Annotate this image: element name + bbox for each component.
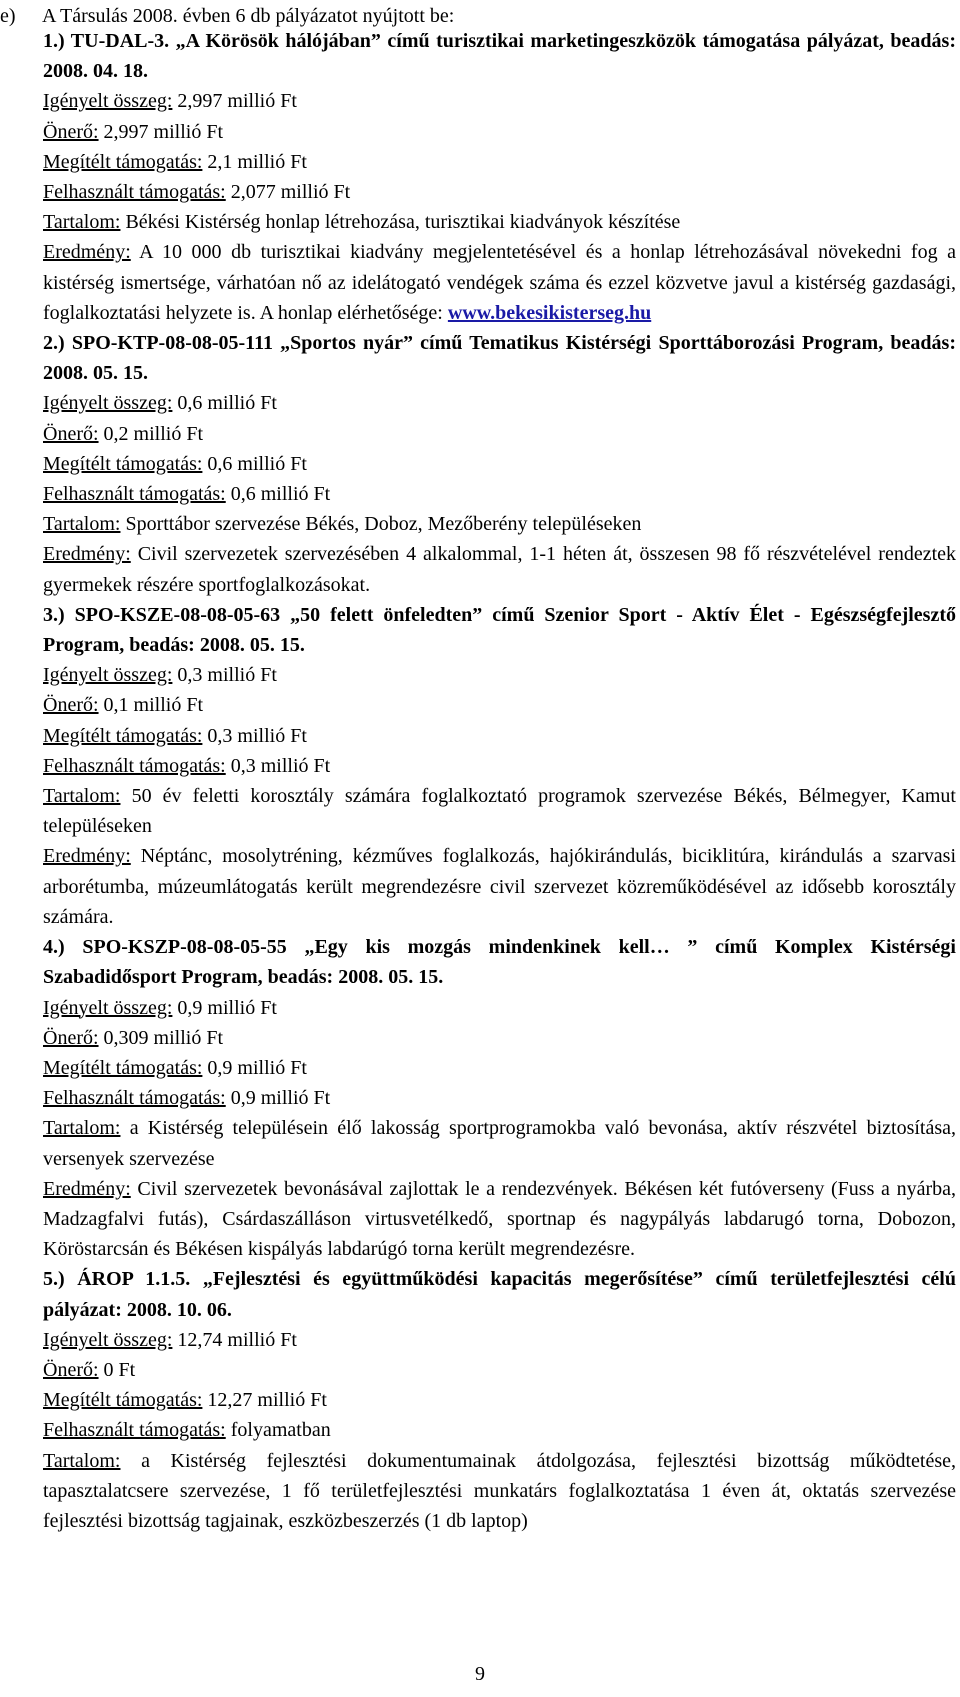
used-label: Felhasznált támogatás: [43,1419,226,1442]
website-link[interactable]: www.bekesikisterseg.hu [447,301,652,324]
content-value: Sporttábor szervezése Békés, Doboz, Mezőberény településeken [125,513,642,536]
granted-label: Megítélt támogatás: [43,1389,203,1412]
requested-value: 0,9 millió Ft [177,996,277,1019]
result-label: Eredmény: [43,1177,131,1200]
granted-value: 0,9 millió Ft [207,1056,307,1079]
content-label: Tartalom: [43,1117,121,1140]
application-5-content [43,1446,956,1537]
used-value: 0,9 millió Ft [230,1087,331,1110]
application-2-granted [43,449,956,479]
application-2-own [43,419,956,449]
application-2-used [43,479,956,509]
requested-value: 2,997 millió Ft [177,90,297,113]
application-3-own [43,690,956,720]
application-1-heading: 1.) TU-DAL-3. „A Körösök hálójában” című turisztikai marketingeszközök támogatása pályázat, beadás: 2008. 04. 18. [43,30,956,83]
application-3-result [43,841,956,932]
application-5-heading: 5.) ÁROP 1.1.5. „Fejlesztési és együttműködési kapacitás megerősítése” című területfejlesztési célú pályázat: 2008. 10. 06. [43,1268,956,1321]
granted-value: 12,27 millió Ft [207,1389,327,1412]
application-3-used [43,751,956,781]
granted-label: Megítélt támogatás: [43,150,203,173]
used-value: 2,077 millió Ft [230,181,351,204]
content-value: a Kistérség településein élő lakosság sportprogramokba való bevonása, aktív részvétel biztosítása, versenyek szervezése [43,1117,957,1170]
granted-label: Megítélt támogatás: [43,1056,203,1079]
list-label: e) [0,5,16,27]
content-value: 50 év feletti korosztály számára foglalkoztató programok szervezése Békés, Bélmegyer, Kamut településeken [43,785,956,838]
application-4-result [43,1174,956,1265]
own-label: Önerő: [43,694,99,717]
used-value: 0,3 millió Ft [230,754,331,777]
application-4-heading: 4.) SPO-KSZP-08-08-05-55 „Egy kis mozgás mindenkinek kell… ” című Komplex Kistérségi Szabadidősport Program, beadás: 2008. 05. 15. [43,936,956,989]
content-label: Tartalom: [43,785,121,808]
application-4-requested [43,993,956,1023]
own-label: Önerő: [43,1026,99,1049]
result-value: Civil szervezetek szervezésében 4 alkalommal, 1-1 héten át, összesen 98 fő részvételével rendeztek gyermekek részére sportfoglalkozásokat. [43,543,957,596]
application-5-own [43,1355,956,1385]
content-value: a Kistérség fejlesztési dokumentumainak átdolgozása, fejlesztési bizottság működtetése, tapasztalatcsere szervezése, 1 fő területfejlesztési munkatárs foglalkoztatása 1 éven át, oktatás szervezése fejlesztési bizottság tagjainak, eszközbeszerzés (1 db laptop) [43,1449,957,1532]
used-label: Felhasznált támogatás: [43,754,226,777]
used-label: Felhasznált támogatás: [43,181,226,204]
application-2-requested [43,388,956,418]
application-5-granted [43,1385,956,1415]
application-4-own [43,1023,956,1053]
content-label: Tartalom: [43,513,121,536]
application-2-result [43,539,956,599]
own-label: Önerő: [43,422,99,445]
result-value: A 10 000 db turisztikai kiadvány megjelentetésével és a honlap létrehozásával növekedni fog a kistérség ismertsége, várhatóan nő az idelátogató vendégek száma és ezzel közvetve javul a kistérség gazdasági, foglalkoztatási helyzete is. A honlap elérhetősége: [43,241,956,324]
application-3-heading: 3.) SPO-KSZE-08-08-05-63 „50 felett önfeledten” című Szenior Sport - Aktív Élet - Egészségfejlesztő Program, beadás: 2008. 05. 15. [43,603,956,657]
requested-label: Igényelt összeg: [43,996,173,1019]
requested-label: Igényelt összeg: [43,392,173,415]
own-value: 0,2 millió Ft [103,422,204,445]
application-1-requested [43,86,956,116]
content-label: Tartalom: [43,1449,121,1472]
intro-text: A Társulás 2008. évben 6 db pályázatot nyújtott be: [42,5,455,27]
used-label: Felhasznált támogatás: [43,1087,226,1110]
content-value: Békési Kistérség honlap létrehozása, turisztikai kiadványok készítése [125,211,681,234]
granted-label: Megítélt támogatás: [43,452,203,475]
used-label: Felhasznált támogatás: [43,483,226,506]
requested-label: Igényelt összeg: [43,1328,173,1351]
requested-value: 0,3 millió Ft [177,664,277,687]
granted-value: 2,1 millió Ft [207,150,307,173]
page-number: 9 [475,1663,485,1685]
requested-value: 12,74 millió Ft [177,1328,297,1351]
application-4-content [43,1113,956,1173]
application-5-used [43,1415,956,1445]
result-value: Néptánc, mosolytréning, kézműves foglalkozás, hajókirándulás, biciklitúra, kirándulás a szarvasi arborétumba, múzeumlátogatás került megrendezésre civil szervezet közreműködésével az idősebb korosztály számára. [43,845,956,928]
application-1-used [43,177,956,207]
application-1-result [43,237,956,328]
application-1-content [43,207,956,237]
requested-value: 0,6 millió Ft [177,392,277,415]
application-3-granted [43,721,956,751]
application-5-requested [43,1325,956,1355]
application-3-content [43,781,956,841]
application-1-own [43,117,956,147]
own-label: Önerő: [43,120,99,143]
used-value: 0,6 millió Ft [230,483,331,506]
own-value: 0,1 millió Ft [103,694,204,717]
granted-value: 0,3 millió Ft [207,724,307,747]
own-value: 0,309 millió Ft [103,1026,224,1049]
application-4-granted [43,1053,956,1083]
result-value: Civil szervezetek bevonásával zajlottak le a rendezvények. Békésen két futóverseny (Fuss a nyárba, Madzagfalvi futás), Csárdaszálláson virtusvetélkedő, sportnap és nagypályás labdarugó torna, Dobozon, Köröstarcsán és Békésen kispályás labdarúgó torna került megrendezésre. [43,1177,957,1261]
requested-label: Igényelt összeg: [43,90,173,113]
granted-label: Megítélt támogatás: [43,724,203,747]
own-value: 2,997 millió Ft [103,120,224,143]
application-2-heading: 2.) SPO-KTP-08-08-05-111 „Sportos nyár” című Tematikus Kistérségi Sporttáborozási Program, beadás: 2008. 05. 15. [43,332,956,385]
application-2-content [43,509,956,539]
application-3-requested [43,660,956,690]
granted-value: 0,6 millió Ft [207,452,307,475]
application-list [43,26,956,1536]
own-label: Önerő: [43,1358,99,1381]
result-label: Eredmény: [43,845,131,868]
application-4-used [43,1083,956,1113]
result-label: Eredmény: [43,543,131,566]
requested-label: Igényelt összeg: [43,664,173,687]
content-label: Tartalom: [43,211,121,234]
result-label: Eredmény: [43,241,131,264]
used-value: folyamatban [230,1419,331,1442]
application-1-granted [43,147,956,177]
own-value: 0 Ft [103,1358,136,1381]
